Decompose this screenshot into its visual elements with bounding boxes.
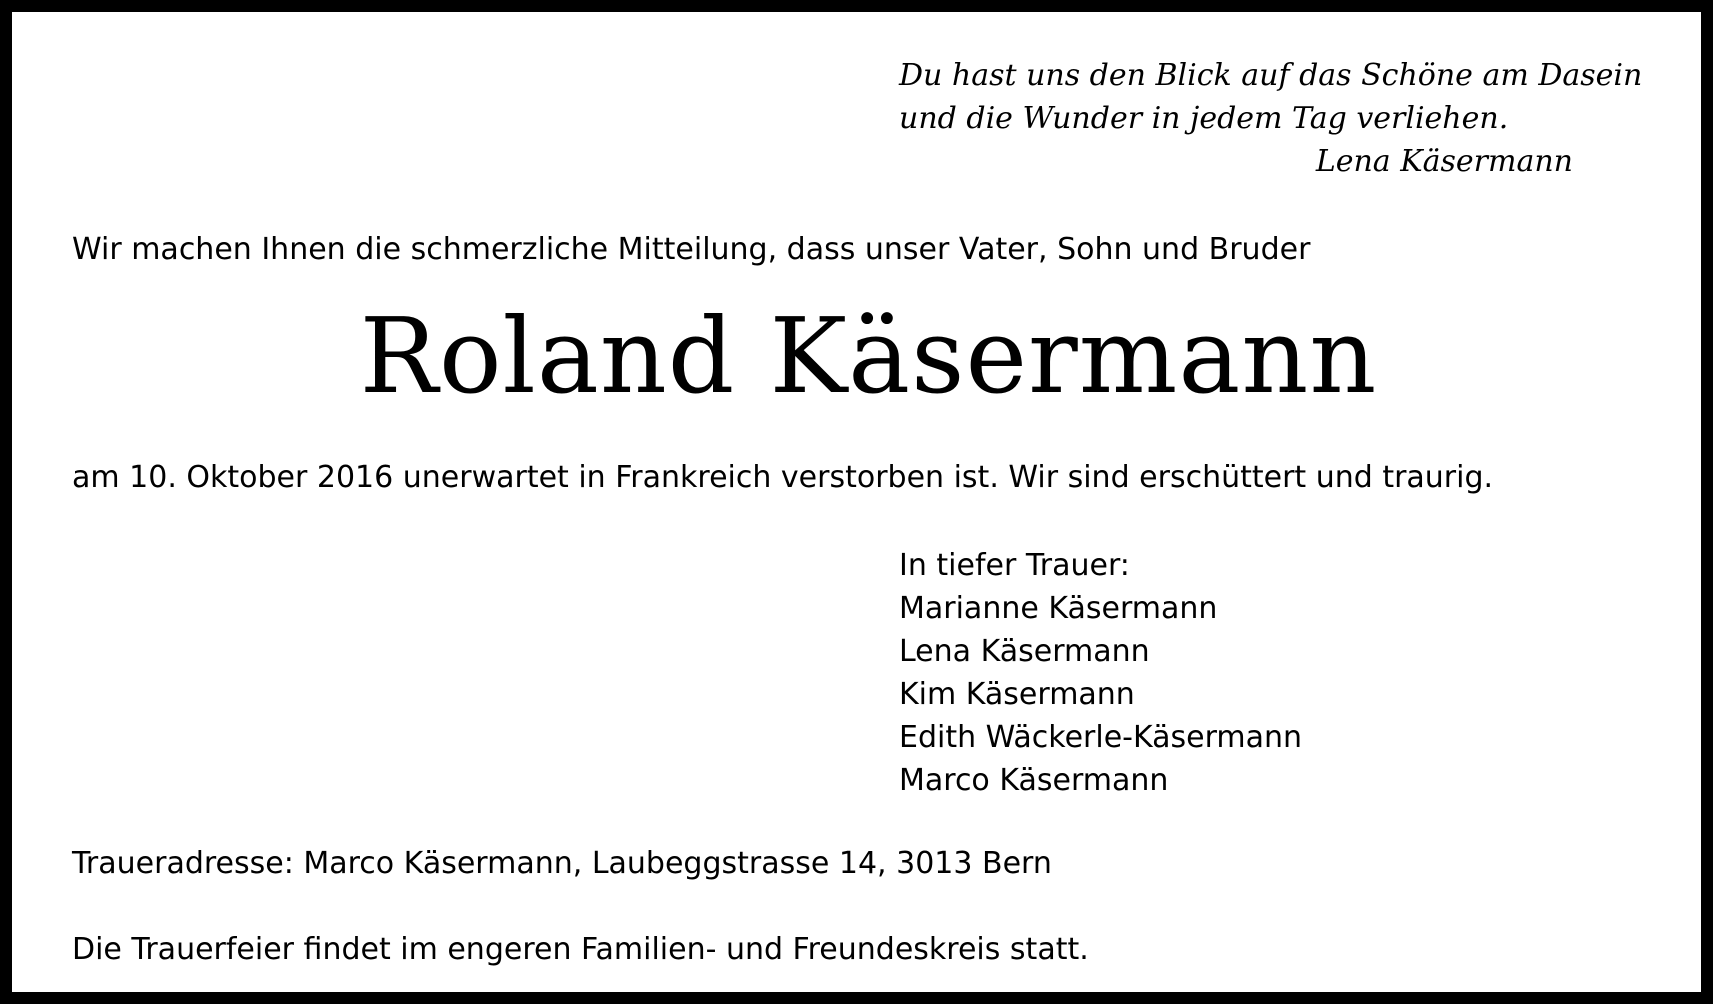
death-notice-text: am 10. Oktober 2016 unerwartet in Frankreich verstorben ist. Wir sind erschüttert und traurig. xyxy=(72,460,1494,495)
deceased-name: Roland Käsermann xyxy=(359,295,1378,417)
mourning-address: Traueradresse: Marco Käsermann, Laubeggstrasse 14, 3013 Bern xyxy=(72,846,1052,881)
quote-line-2: und die Wunder in jedem Tag verliehen. xyxy=(899,101,1509,136)
mourner-name: Marco Käsermann xyxy=(899,763,1169,798)
mourner-name: Kim Käsermann xyxy=(899,677,1135,712)
mourner-name: Marianne Käsermann xyxy=(899,591,1218,626)
epigraph-quote xyxy=(899,54,1643,183)
mourners-list xyxy=(899,544,1302,802)
intro-text: Wir machen Ihnen die schmerzliche Mitteilung, dass unser Vater, Sohn und Bruder xyxy=(72,232,1311,267)
quote-author: Lena Käsermann xyxy=(1315,144,1573,179)
ceremony-notice: Die Trauerfeier findet im engeren Familien- und Freundeskreis statt. xyxy=(72,932,1089,967)
mourner-name: Edith Wäckerle-Käsermann xyxy=(899,720,1303,755)
mourners-heading: In tiefer Trauer: xyxy=(899,548,1130,583)
mourner-name: Lena Käsermann xyxy=(899,634,1150,669)
quote-line-1: Du hast uns den Blick auf das Schöne am Dasein xyxy=(899,58,1643,93)
